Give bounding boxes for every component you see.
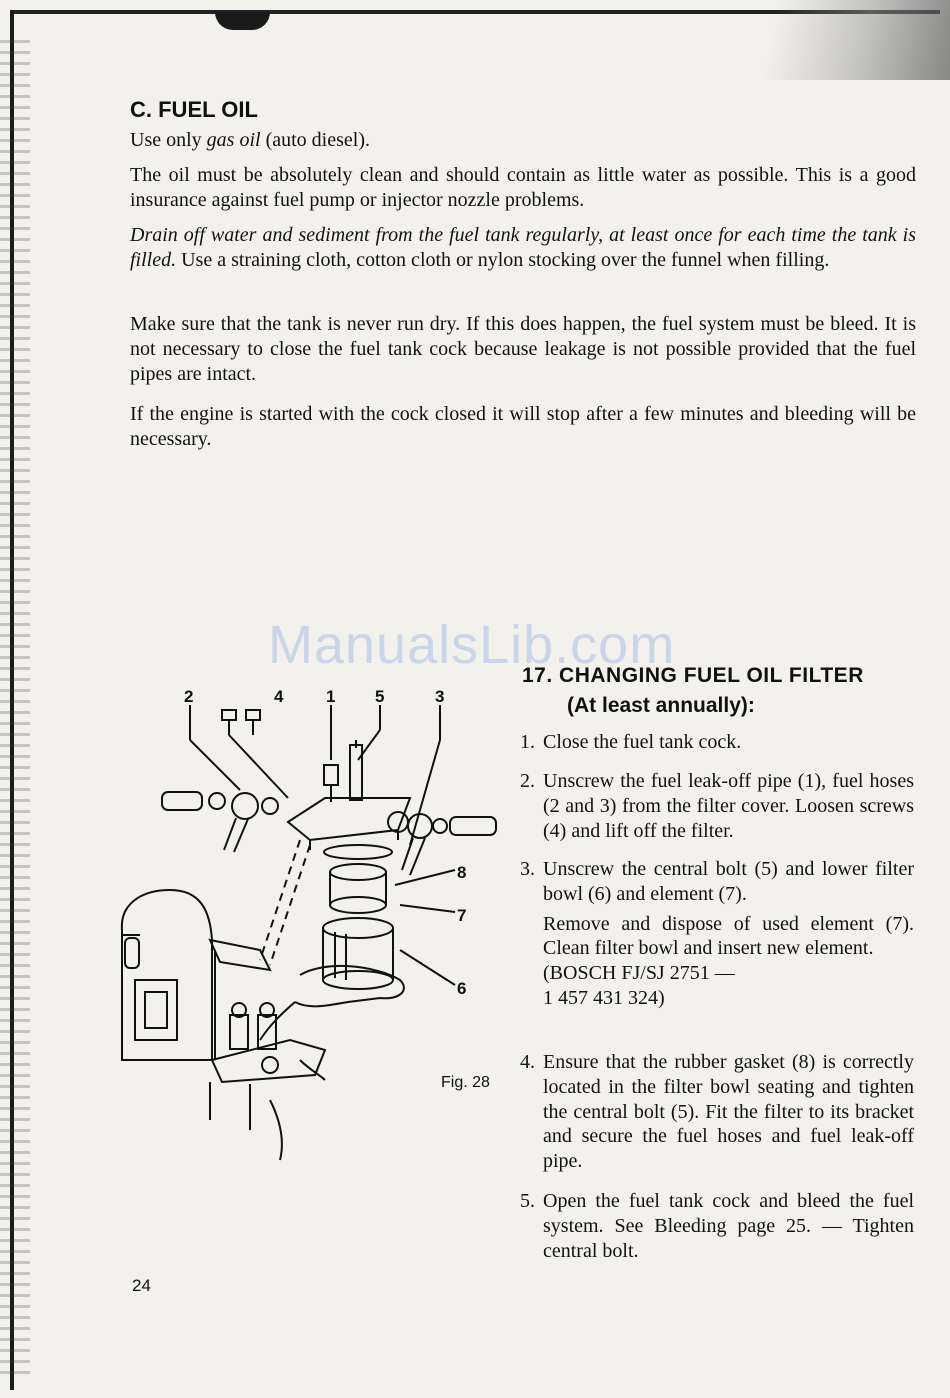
callout-label: 6	[457, 979, 467, 998]
paragraph-drain: Drain off water and sediment from the fuel tank regularly, at least once for each time the tank is filled. Use a straining cloth, cotton cloth or nylon stocking over the funnel when filling.	[130, 224, 916, 271]
page-number: 24	[132, 1276, 151, 1295]
callout-label: 2	[184, 687, 194, 706]
section-subtitle: (At least annually):	[567, 694, 755, 717]
scan-noise	[0, 40, 30, 1380]
paragraph-cock-closed: If the engine is started with the cock closed it will stop after a few minutes and bleeding will be necessary.	[130, 403, 916, 450]
callout-label: 4	[274, 687, 284, 706]
scan-mark	[215, 12, 270, 30]
step-item: 3. Unscrew the central bolt (5) and lower filter bowl (6) and element (7). Remove and dispose of used element (7). Clean filter bowl and insert new element. (BOSCH FJ/SJ 2751 — 1 457 431 324)	[520, 858, 914, 1009]
callout-label: 7	[457, 906, 467, 925]
fuel-filter-illustration	[110, 680, 510, 1200]
callout-label: 5	[375, 687, 385, 706]
paragraph-clean-oil: The oil must be absolutely clean and should contain as little water as possible. This is a good insurance against fuel pump or injector nozzle problems.	[130, 164, 916, 211]
step-item: 4. Ensure that the rubber gasket (8) is correctly located in the filter bowl seating and tighten the central bolt (5). Fit the filter to its bracket and secure the fuel hoses and fuel leak-off pipe.	[520, 1051, 914, 1173]
watermark: ManualsLib.com	[268, 615, 676, 675]
figure-caption: Fig. 28	[441, 1074, 490, 1091]
callout-label: 1	[326, 687, 336, 706]
section-heading: C. FUEL OIL	[130, 97, 258, 122]
scan-shadow	[730, 0, 950, 80]
paragraph-gas-oil: Use only gas oil (auto diesel).	[130, 129, 370, 151]
step-item: 5. Open the fuel tank cock and bleed the fuel system. See Bleeding page 25. — Tighten central bolt.	[520, 1190, 914, 1262]
callout-label: 8	[457, 863, 467, 882]
step-item: 1. Close the fuel tank cock.	[520, 731, 742, 753]
section-title: 17. CHANGING FUEL OIL FILTER	[522, 664, 864, 687]
paragraph-tank-dry: Make sure that the tank is never run dry. If this does happen, the fuel system must be bleed. It is not necessary to close the fuel tank cock because leakage is not possible provided that the fuel pipes are intact.	[130, 313, 916, 385]
step-item: 2. Unscrew the fuel leak-off pipe (1), fuel hoses (2 and 3) from the filter cover. Loosen screws (4) and lift off the filter.	[520, 770, 914, 842]
callout-label: 3	[435, 687, 445, 706]
